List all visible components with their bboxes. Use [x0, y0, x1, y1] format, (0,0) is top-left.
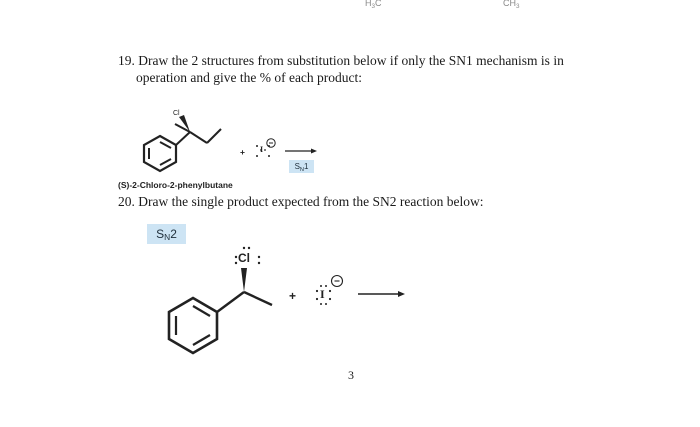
page-number: 3	[348, 368, 354, 382]
question-19-line-2: operation and give the % of each product:	[136, 70, 363, 85]
q20-sn2-badge: $S_N2$	[147, 224, 186, 244]
top-fragment-ch3: $CH_3$	[503, 0, 520, 10]
q19-compound-name: (S)-2-Chloro-2-phenylbutane	[118, 180, 233, 190]
question-20-line-1: 20. Draw the single product expected from the SN2 reaction below:	[118, 194, 484, 209]
q19-iodide-symbol: I	[260, 145, 264, 154]
q19-sn1-badge: $S_N1$	[289, 160, 314, 173]
q20-cl-label: Cl	[238, 251, 250, 265]
q19-cl-label: Cl	[173, 110, 180, 117]
q20-iodide-symbol: I	[320, 287, 325, 301]
q20-wedge-bond	[241, 268, 247, 292]
q19-plus-sign: +	[240, 147, 245, 157]
q20-plus-sign: +	[289, 289, 297, 303]
top-fragment-h3c: $H_3C$	[365, 0, 382, 10]
question-19-line-1: 19. Draw the 2 structures from substitution below if only the SN1 mechanism is in	[118, 53, 564, 68]
